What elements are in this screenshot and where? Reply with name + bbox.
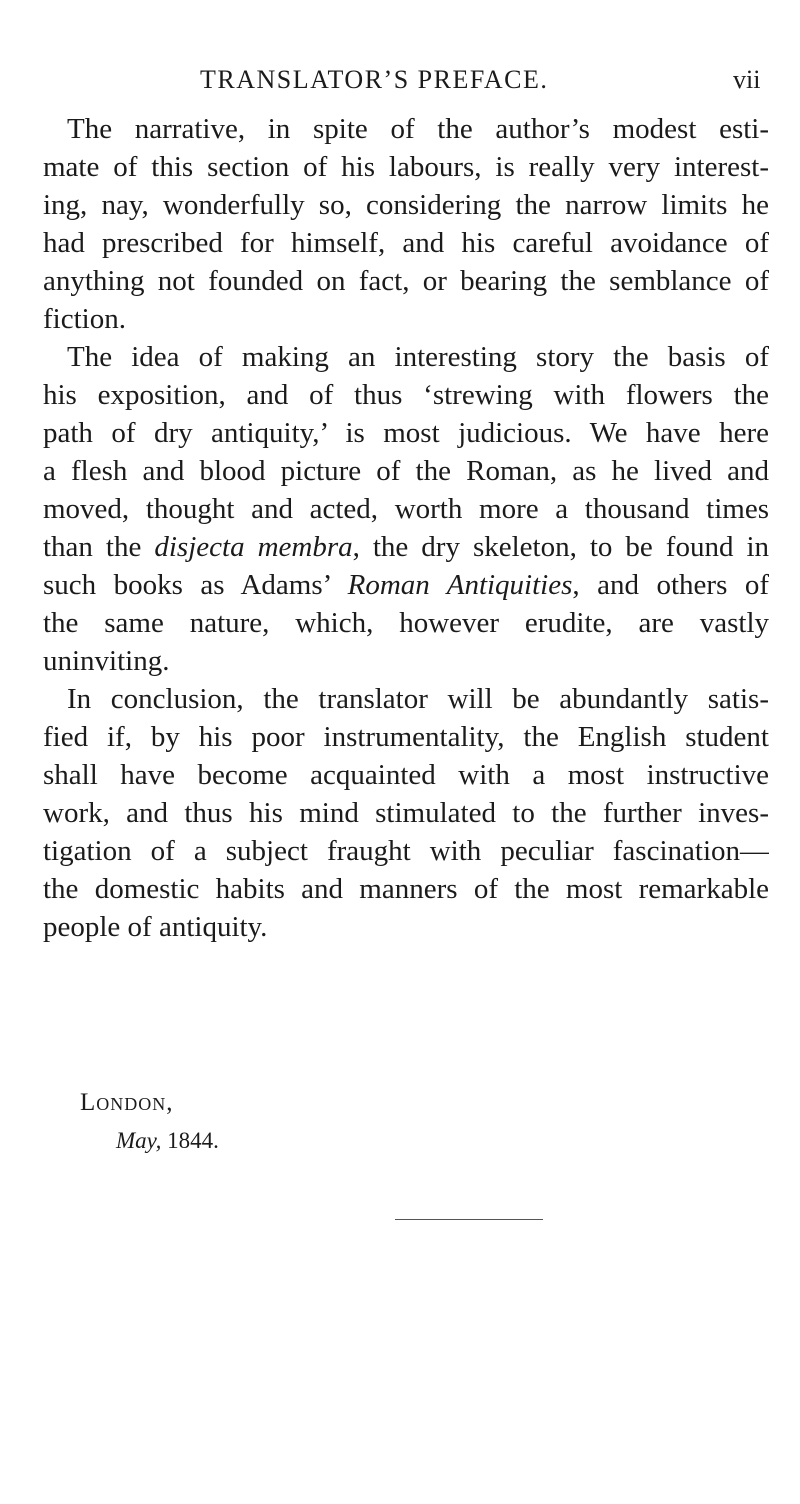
text-line: uninviting. xyxy=(43,645,170,677)
running-title: TRANSLATOR’S PREFACE. xyxy=(200,65,549,94)
text-line: anything not founded on fact, or bearing the semblance of xyxy=(43,265,769,297)
text-line-with-italic xyxy=(43,528,769,566)
text-line: The idea of making an interesting story the basis of xyxy=(67,341,769,373)
running-head xyxy=(0,60,800,100)
italic-phrase: disjecta membra xyxy=(154,531,353,563)
text-line: mate of this section of his labours, is really very interest- xyxy=(43,151,769,183)
signature-place: London, xyxy=(80,1089,174,1116)
text-run: such books as Adams’ xyxy=(43,569,348,601)
body-text xyxy=(43,110,769,946)
text-run: , and others of xyxy=(572,569,769,601)
text-line-with-italic xyxy=(43,566,769,604)
italic-book-title: Roman Antiquities xyxy=(347,569,573,601)
text-line: fied if, by his poor instrumentality, the English student xyxy=(43,721,769,753)
text-line: fiction. xyxy=(43,303,126,335)
text-run: than the xyxy=(43,531,155,563)
signature-block xyxy=(80,1084,219,1160)
page-number: vii xyxy=(733,65,761,94)
signature-month: May, xyxy=(116,1128,162,1153)
text-line: moved, thought and acted, worth more a thousand times xyxy=(43,493,769,525)
text-line: the same nature, which, however erudite, are vastly xyxy=(43,607,769,639)
text-line: people of antiquity. xyxy=(43,911,268,943)
text-line: the domestic habits and manners of the most remarkable xyxy=(43,873,769,905)
text-line: his exposition, and of thus ‘strewing with flowers the xyxy=(43,379,769,411)
text-line: a flesh and blood picture of the Roman, as he lived and xyxy=(43,455,769,487)
text-line: ing, nay, wonderfully so, considering the narrow limits he xyxy=(43,189,769,221)
text-line: tigation of a subject fraught with peculiar fascination— xyxy=(43,835,769,867)
text-line: In conclusion, the translator will be abundantly satis- xyxy=(67,683,769,715)
text-line: shall have become acquainted with a most instructive xyxy=(43,759,769,791)
closing-rule xyxy=(395,1219,543,1220)
signature-date xyxy=(80,1122,219,1160)
text-run: , the dry skeleton, to be found in xyxy=(352,531,769,563)
signature-year: 1844. xyxy=(161,1128,219,1153)
text-line: work, and thus his mind stimulated to the further inves- xyxy=(43,797,769,829)
text-line: The narrative, in spite of the author’s modest esti- xyxy=(67,113,769,145)
text-line: path of dry antiquity,’ is most judicious. We have here xyxy=(43,417,769,449)
text-line: had prescribed for himself, and his careful avoidance of xyxy=(43,227,769,259)
